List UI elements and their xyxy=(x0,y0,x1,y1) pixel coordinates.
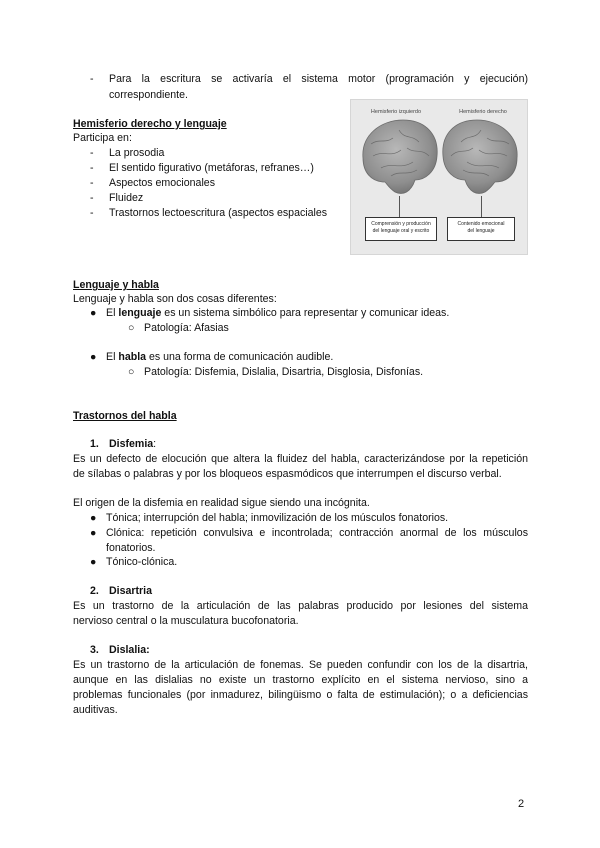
bullet-text: Clónica: repetición convulsiva e incontrolada; contracción anormal de los músculos xyxy=(106,527,528,539)
bullet-text-prefix: El xyxy=(106,351,119,363)
list-item-text: La prosodia xyxy=(109,147,165,159)
subsection-title: Disfemia xyxy=(109,438,154,450)
sub-bullet-text: Patología: Disfemia, Dislalia, Disartria, Disglosia, Disfonías. xyxy=(144,366,424,378)
intro-line-2: correspondiente. xyxy=(109,89,188,101)
subsection-number: 2. xyxy=(90,585,99,597)
bullet-marker: ● xyxy=(90,512,97,524)
bullet-text: Tónico-clónica. xyxy=(106,556,178,568)
page-number: 2 xyxy=(518,798,525,810)
subsection-heading-disfemia xyxy=(90,437,156,452)
right-caption-line-2: del lenguaje xyxy=(467,228,495,234)
subsection-number: 1. xyxy=(90,438,99,450)
subsection-title: Dislalia: xyxy=(109,644,150,656)
paragraph-line: Es un defecto de elocución que altera la fluidez del habla, caracterizándose por la repetición xyxy=(73,453,528,465)
right-connector-line xyxy=(481,196,482,217)
list-item-text: Fluidez xyxy=(109,192,144,204)
bullet-item xyxy=(90,350,333,365)
paragraph-line: aunque en las dislalias no existe un trastorno explícito en el sistema nervioso, sino a xyxy=(73,674,528,686)
sub-bullet-item xyxy=(128,321,229,336)
bullet-text-continuation: fonatorios. xyxy=(106,542,156,554)
subsection-heading-dislalia xyxy=(90,643,150,658)
dash-marker: - xyxy=(90,162,94,174)
bullet-item xyxy=(90,511,448,526)
bullet-item xyxy=(90,555,177,570)
right-brain-icon xyxy=(443,120,517,194)
left-hemisphere-title: Hemisferio izquierdo xyxy=(370,109,422,115)
paragraph-line: Es un trastorno de la articulación de fonemas. Se pueden confundir con los de la disartria, xyxy=(73,659,528,671)
language-speech-lead: Lenguaje y habla son dos cosas diferentes: xyxy=(73,293,277,305)
section-heading-speech-disorders: Trastornos del habla xyxy=(73,410,177,422)
list-item-text: El sentido figurativo (metáforas, refranes…) xyxy=(109,162,314,174)
circle-marker: ○ xyxy=(128,322,135,334)
bullet-item xyxy=(90,306,449,321)
subsection-colon: : xyxy=(153,438,157,450)
paragraph-line: de sílabas o palabras y por los bloqueos espasmódicos que interrumpen el discurso verbal. xyxy=(73,468,502,480)
bullet-marker: ● xyxy=(90,527,97,539)
paragraph-line: nervioso central o la musculatura bucofonatoria. xyxy=(73,615,299,627)
paragraph-line: Es un trastorno de la articulación de las palabras producido por lesiones del sistema xyxy=(73,600,528,612)
right-caption-line-1: Contenido emocional xyxy=(457,221,505,227)
sub-bullet-item xyxy=(128,365,423,380)
dash-marker: - xyxy=(90,73,94,85)
subsection-heading-disartria xyxy=(90,584,152,599)
term-lenguaje: lenguaje xyxy=(118,307,162,319)
bullet-text-prefix: El xyxy=(106,307,119,319)
bullet-text: es una forma de comunicación audible. xyxy=(146,351,334,363)
left-caption-line-1: Comprensión y producción xyxy=(371,221,431,227)
left-connector-line xyxy=(399,196,400,217)
subsection-number: 3. xyxy=(90,644,99,656)
bullet-marker: ● xyxy=(90,556,97,568)
paragraph-line: auditivas. xyxy=(73,704,118,716)
bullet-item xyxy=(90,526,528,541)
left-caption-line-2: del lenguaje oral y escrito xyxy=(372,228,430,234)
bullet-marker: ● xyxy=(90,351,97,363)
left-caption-box xyxy=(365,217,437,241)
list-item-text: Trastornos lectoescritura (aspectos espaciales xyxy=(109,207,328,219)
paragraph-line: El origen de la disfemia en realidad sigue siendo una incógnita. xyxy=(73,497,370,509)
sub-bullet-text: Patología: Afasias xyxy=(144,322,229,334)
paragraph-line: problemas funcionales (por inmadurez, bilingüismo o falta de estimulación); o a deficiencias xyxy=(73,689,528,701)
dash-marker: - xyxy=(90,192,94,204)
list-item-text: Aspectos emocionales xyxy=(109,177,215,189)
right-hemisphere-lead: Participa en: xyxy=(73,132,132,144)
right-hemisphere-title: Hemisferio derecho xyxy=(459,109,507,115)
circle-marker: ○ xyxy=(128,366,135,378)
bullet-text: es un sistema simbólico para representar y comunicar ideas. xyxy=(161,307,450,319)
intro-line-1: Para la escritura se activaría el sistema motor (programación y ejecución) xyxy=(109,73,528,85)
term-habla: habla xyxy=(118,351,147,363)
left-brain-icon xyxy=(363,120,437,194)
section-heading-right-hemisphere: Hemisferio derecho y lenguaje xyxy=(73,118,227,130)
bullet-text: Tónica; interrupción del habla; inmovilización de los músculos fonatorios. xyxy=(106,512,449,524)
brain-hemispheres-figure xyxy=(350,99,528,255)
right-caption-box xyxy=(447,217,515,241)
section-heading-language-speech: Lenguaje y habla xyxy=(73,279,159,291)
dash-marker: - xyxy=(90,147,94,159)
dash-marker: - xyxy=(90,207,94,219)
dash-marker: - xyxy=(90,177,94,189)
subsection-title: Disartria xyxy=(109,585,152,597)
bullet-marker: ● xyxy=(90,307,97,319)
